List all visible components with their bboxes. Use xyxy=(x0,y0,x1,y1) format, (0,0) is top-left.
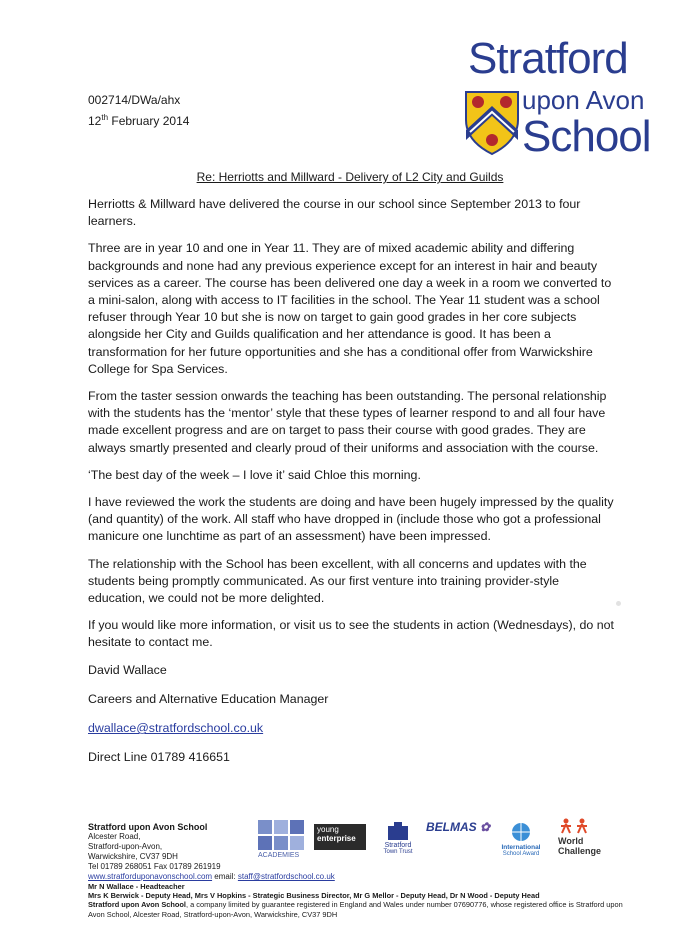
logo-text-school: School xyxy=(522,112,651,161)
young-enterprise-logo: young enterprise xyxy=(314,824,366,850)
town-trust-icon xyxy=(386,822,410,840)
legal-line: Stratford upon Avon School, a company limited by guarantee registered in England and Wales under number 07690776, whose registered office is Stratford upon Avon School, Alcester Road, Stratford-upon-Avon, Warwickshire, CV37 9DH xyxy=(88,900,623,919)
scan-speck xyxy=(616,601,621,606)
logo-text-stratford: Stratford xyxy=(468,34,628,83)
email-label: email: xyxy=(214,872,236,881)
email-link[interactable]: dwallace@stratfordschool.co.uk xyxy=(88,721,264,736)
paragraph: I have reviewed the work the students are doing and have been hugely impressed by the quality (and quantity) of the work. All staff who have dropped in (include those who got a professional manicure one lunchtime as part of an assessment) have been impressed. xyxy=(88,495,614,544)
letter-subject: Re: Herriotts and Millward - Delivery of L2 City and Guilds xyxy=(196,170,504,184)
paragraph: Herriotts & Millward have delivered the course in our school since September 2013 to four learners. xyxy=(88,197,581,229)
paragraph: Three are in year 10 and one in Year 11. They are of mixed academic ability and differing backgrounds and none had any previous experience except for an interest in hair and beauty services as a career. The course has been delivered one day a week in a room we converted to a mini-salon, along with access to IT facilities in the school. The Year 11 student was a school refuser through Year 10 but she is now on target to gain good grades in her core subjects alongside her City and Guilds qualification and her attendance is good. It has been a transformation for her future opportunities and she has a conditional offer from Warwickshire College for Spa Services. xyxy=(88,241,612,376)
school-logo xyxy=(462,36,662,166)
logo-text-upon-avon: upon Avon xyxy=(522,85,645,115)
world-challenge-logo: World Challenge xyxy=(558,818,614,856)
letter-date: 12th February 2014 xyxy=(88,113,190,128)
paragraph: From the taster session onwards the teaching has been outstanding. The personal relationship with the students has the ‘mentor’ style that these types of learner respond to and all four have made excellent progress and are on target to pass their course with good grades. They are always smartly presented and clearly proud of their uniforms and association with the course. xyxy=(88,389,607,455)
paragraph: If you would like more information, or visit us to see the students in action (Wednesdays), do not hesitate to contact me. xyxy=(88,618,614,650)
partner-logos xyxy=(258,818,618,866)
paragraph: ‘The best day of the week – I love it’ said Chloe this morning. xyxy=(88,467,421,482)
direct-line: Direct Line 01789 416651 xyxy=(88,750,230,765)
footer-email-link[interactable]: staff@stratfordschool.co.uk xyxy=(237,872,335,881)
paragraph: The relationship with the School has been excellent, with all concerns and updates with the students being promptly communicated. As our first venture into training provider-style education, we could not be more delighted. xyxy=(88,556,587,606)
reference-number: 002714/DWa/ahx xyxy=(88,93,181,107)
academies-label: ACADEMIES xyxy=(258,852,300,859)
phone-fax: Tel 01789 268051 Fax 01789 261919 xyxy=(88,862,221,871)
school-crest-icon xyxy=(464,90,520,156)
address-line: Warwickshire, CV37 9DH xyxy=(88,852,178,861)
belmas-flower-icon: ✿ xyxy=(480,820,491,834)
staff-legal-block xyxy=(88,882,628,919)
international-school-award-logo: International School Award xyxy=(494,822,548,857)
globe-icon xyxy=(511,822,531,842)
belmas-logo: BELMAS ✿ xyxy=(426,820,491,834)
signatory-role: Careers and Alternative Education Manager xyxy=(88,691,329,706)
stratford-town-trust-logo: Stratford Town Trust xyxy=(378,822,418,855)
school-name: Stratford upon Avon School xyxy=(88,822,208,832)
academies-grid-icon xyxy=(258,820,304,850)
reference-block xyxy=(88,92,189,130)
academies-logo xyxy=(258,820,306,859)
address-line: Stratford-upon-Avon, xyxy=(88,842,163,851)
figures-icon xyxy=(558,818,598,834)
web-email-line xyxy=(88,872,648,882)
signatory-name: David Wallace xyxy=(88,662,167,677)
address-line: Alcester Road, xyxy=(88,832,141,841)
staff-line: Mrs K Berwick - Deputy Head, Mrs V Hopkins - Strategic Business Director, Mr G Mellor - Deputy Head, Dr N Wood - Deputy Head xyxy=(88,891,540,901)
website-link[interactable]: www.stratforduponavonschool.com xyxy=(88,872,213,881)
headteacher-line: Mr N Wallace - Headteacher xyxy=(88,882,185,891)
letter-body xyxy=(88,196,618,776)
